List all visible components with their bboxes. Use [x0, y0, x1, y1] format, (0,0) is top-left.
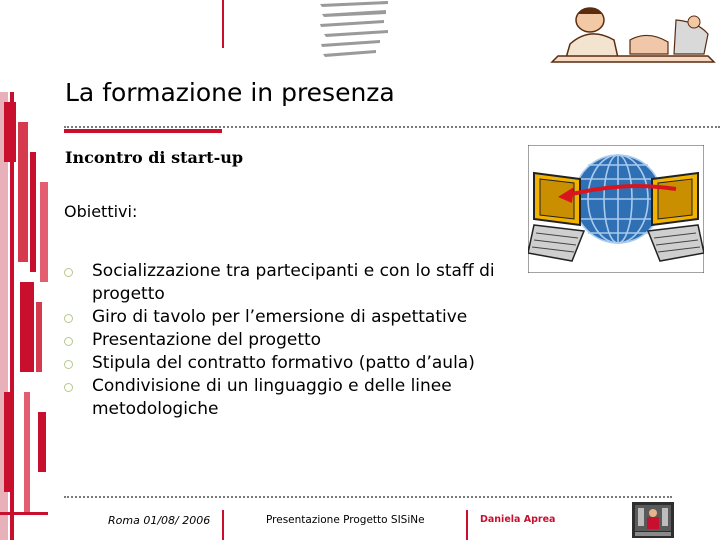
footer-project-title: Presentazione Progetto SISiNe [266, 514, 425, 526]
list-item-text: Socializzazione tra partecipanti e con lo staff di progetto [92, 261, 495, 304]
objectives-label: Obiettivi: [64, 202, 138, 221]
objectives-list [64, 260, 504, 421]
footer-separator [466, 510, 468, 540]
bullet-icon [64, 337, 73, 346]
bullet-icon [64, 314, 73, 323]
title-divider [64, 126, 720, 128]
list-item [64, 306, 504, 329]
top-red-line [222, 0, 224, 48]
list-item-text: Stipula del contratto formativo (patto d’aula) [92, 353, 475, 373]
gray-scribbles-decoration [318, 0, 390, 62]
list-item-text: Presentazione del progetto [92, 330, 322, 350]
footer-date: Roma 01/08/ 2006 [108, 514, 211, 527]
bullet-icon [64, 268, 73, 277]
slide-subtitle: Incontro di start-up [65, 148, 244, 167]
classroom-thumbnail-icon [632, 502, 674, 538]
bullet-icon [64, 383, 73, 392]
bullet-icon [64, 360, 73, 369]
title-accent-bar [64, 129, 222, 133]
list-item-text: Giro di tavolo per l’emersione di aspettative [92, 307, 468, 327]
list-item [64, 352, 504, 375]
list-item [64, 329, 504, 352]
list-item-text: Condivisione di un linguaggio e delle linee metodologiche [92, 376, 452, 419]
teacher-at-desk-icon [548, 0, 720, 64]
footer-divider [64, 496, 672, 498]
footer-author: Daniela Aprea [480, 514, 556, 525]
footer-separator [222, 510, 224, 540]
computers-globe-network-icon [528, 145, 704, 273]
list-item [64, 375, 504, 421]
list-item [64, 260, 504, 306]
slide-title: La formazione in presenza [65, 78, 395, 107]
left-decorative-band [0, 92, 54, 540]
